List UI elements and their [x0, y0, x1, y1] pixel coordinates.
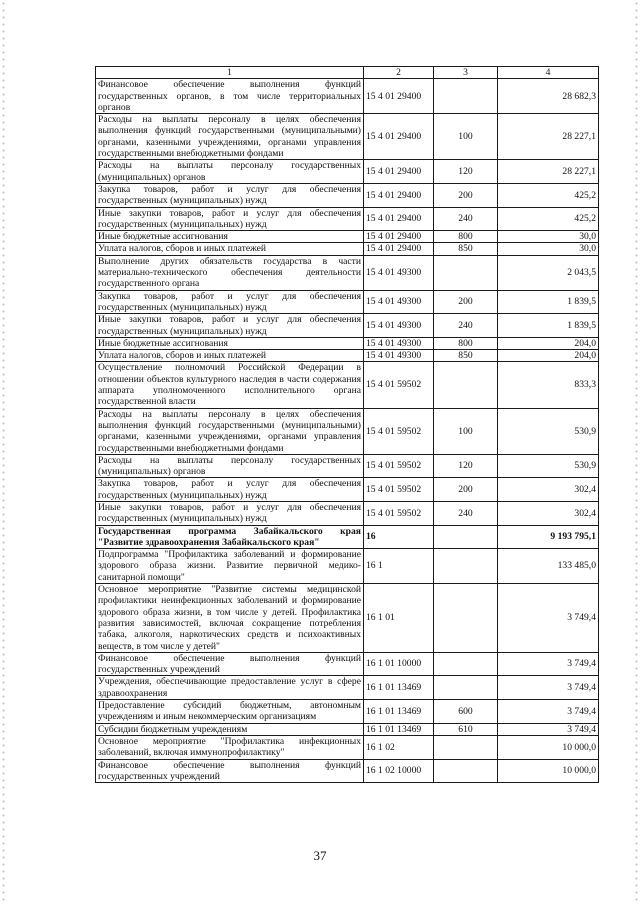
header-col-2: 2: [364, 67, 434, 79]
amount-cell: 833,3: [498, 362, 599, 408]
table-row: [96, 290, 599, 314]
item-name-cell: Расходы на выплаты персоналу в целях обеспечения выполнения функций государственными (муниципальными) органами, казенными учреждениями, органами управления государственными внебюджетными фондами: [96, 408, 364, 454]
expense-type-cell: [434, 759, 498, 783]
table-row: [96, 337, 599, 349]
expense-type-cell: [434, 525, 498, 549]
item-name-cell: Закупка товаров, работ и услуг для обеспечения государственных (муниципальных) нужд: [96, 290, 364, 314]
target-code-cell: 16 1 01 13469: [364, 700, 434, 724]
table-row: [96, 723, 599, 735]
item-name-cell: Финансовое обеспечение выполнения функций государственных учреждений: [96, 759, 364, 783]
header-row: [96, 67, 599, 79]
item-name-cell: Расходы на выплаты персоналу государственных (муниципальных) органов: [96, 454, 364, 478]
amount-cell: 3 749,4: [498, 723, 599, 735]
amount-cell: 1 839,5: [498, 314, 599, 338]
amount-cell: 530,9: [498, 454, 599, 478]
target-code-cell: 16 1 02: [364, 735, 434, 759]
amount-cell: 302,4: [498, 501, 599, 525]
amount-cell: 28 682,3: [498, 79, 599, 114]
expense-type-cell: [434, 584, 498, 653]
item-name-cell: Уплата налогов, сборов и иных платежей: [96, 243, 364, 255]
item-name-cell: Государственная программа Забайкальского края "Развитие здравоохранения Забайкальского края": [96, 525, 364, 549]
item-name-cell: Расходы на выплаты персоналу государственных (муниципальных) органов: [96, 160, 364, 184]
amount-cell: 2 043,5: [498, 255, 599, 290]
target-code-cell: 15 4 01 29400: [364, 207, 434, 231]
amount-cell: 530,9: [498, 408, 599, 454]
item-name-cell: Финансовое обеспечение выполнения функций государственных органов, в том числе территориальных органов: [96, 79, 364, 114]
amount-cell: 9 193 795,1: [498, 525, 599, 549]
expense-type-cell: 600: [434, 700, 498, 724]
table-row: [96, 676, 599, 700]
item-name-cell: Закупка товаров, работ и услуг для обеспечения государственных (муниципальных) нужд: [96, 183, 364, 207]
item-name-cell: Закупка товаров, работ и услуг для обеспечения государственных (муниципальных) нужд: [96, 478, 364, 502]
item-name-cell: Иные закупки товаров, работ и услуг для обеспечения государственных (муниципальных) нужд: [96, 501, 364, 525]
target-code-cell: 15 4 01 29400: [364, 243, 434, 255]
table-row: [96, 549, 599, 584]
amount-cell: 30,0: [498, 243, 599, 255]
amount-cell: 30,0: [498, 231, 599, 243]
target-code-cell: 15 4 01 49300: [364, 255, 434, 290]
table-row: [96, 350, 599, 362]
target-code-cell: 16 1: [364, 549, 434, 584]
expense-type-cell: 850: [434, 243, 498, 255]
expense-type-cell: 200: [434, 183, 498, 207]
expense-type-cell: 120: [434, 454, 498, 478]
target-code-cell: 15 4 01 29400: [364, 183, 434, 207]
expense-type-cell: 200: [434, 478, 498, 502]
amount-cell: 3 749,4: [498, 700, 599, 724]
item-name-cell: Иные бюджетные ассигнования: [96, 337, 364, 349]
expense-type-cell: 800: [434, 337, 498, 349]
target-code-cell: 15 4 01 59502: [364, 478, 434, 502]
target-code-cell: 15 4 01 59502: [364, 362, 434, 408]
table-row: [96, 183, 599, 207]
amount-cell: 204,0: [498, 350, 599, 362]
scan-edge-left: [2, 0, 5, 905]
expense-type-cell: [434, 549, 498, 584]
table-row: [96, 243, 599, 255]
target-code-cell: 15 4 01 29400: [364, 160, 434, 184]
table-row: [96, 478, 599, 502]
expense-type-cell: 120: [434, 160, 498, 184]
target-code-cell: 15 4 01 29400: [364, 79, 434, 114]
amount-cell: 3 749,4: [498, 676, 599, 700]
table-row: [96, 79, 599, 114]
amount-cell: 133 485,0: [498, 549, 599, 584]
page-number: 37: [313, 848, 327, 863]
expense-type-cell: 610: [434, 723, 498, 735]
table-row: [96, 255, 599, 290]
expense-type-cell: 240: [434, 314, 498, 338]
target-code-cell: 15 4 01 49300: [364, 290, 434, 314]
expense-type-cell: [434, 255, 498, 290]
item-name-cell: Основное мероприятие "Развитие системы медицинской профилактики неинфекционных заболеваний и формирование здорового образа жизни, в том числе у детей. Профилактика развития зависимостей, включая сокращение потребления табака, алкоголя, наркотических средств и психоактивных веществ, в том числе у детей": [96, 584, 364, 653]
amount-cell: 425,2: [498, 183, 599, 207]
header-col-4: 4: [498, 67, 599, 79]
item-name-cell: Иные закупки товаров, работ и услуг для обеспечения государственных (муниципальных) нужд: [96, 207, 364, 231]
expense-type-cell: [434, 652, 498, 676]
expense-type-cell: 100: [434, 114, 498, 160]
target-code-cell: 16 1 01 10000: [364, 652, 434, 676]
item-name-cell: Иные закупки товаров, работ и услуг для обеспечения государственных (муниципальных) нужд: [96, 314, 364, 338]
expense-type-cell: [434, 735, 498, 759]
table-row: [96, 114, 599, 160]
target-code-cell: 16 1 01 13469: [364, 676, 434, 700]
amount-cell: 1 839,5: [498, 290, 599, 314]
table-row: [96, 700, 599, 724]
item-name-cell: Выполнение других обязательств государства в части материально-технического обеспечения деятельности государственного органа: [96, 255, 364, 290]
table-row: [96, 525, 599, 549]
amount-cell: 3 749,4: [498, 652, 599, 676]
item-name-cell: Подпрограмма "Профилактика заболеваний и формирование здорового образа жизни. Развитие первичной медико-санитарной помощи": [96, 549, 364, 584]
expense-type-cell: 240: [434, 501, 498, 525]
table-row: [96, 160, 599, 184]
table-row: [96, 735, 599, 759]
table-row: [96, 501, 599, 525]
target-code-cell: 15 4 01 29400: [364, 114, 434, 160]
target-code-cell: 15 4 01 49300: [364, 337, 434, 349]
scan-edge-right: [635, 0, 638, 905]
target-code-cell: 15 4 01 49300: [364, 350, 434, 362]
table-row: [96, 408, 599, 454]
header-col-3: 3: [434, 67, 498, 79]
item-name-cell: Финансовое обеспечение выполнения функций государственных учреждений: [96, 652, 364, 676]
target-code-cell: 16 1 01 13469: [364, 723, 434, 735]
amount-cell: 28 227,1: [498, 160, 599, 184]
amount-cell: 302,4: [498, 478, 599, 502]
item-name-cell: Уплата налогов, сборов и иных платежей: [96, 350, 364, 362]
amount-cell: 10 000,0: [498, 759, 599, 783]
table-row: [96, 652, 599, 676]
expense-type-cell: [434, 676, 498, 700]
header-col-1: 1: [96, 67, 364, 79]
expense-type-cell: [434, 79, 498, 114]
table-row: [96, 231, 599, 243]
table-row: [96, 454, 599, 478]
item-name-cell: Иные бюджетные ассигнования: [96, 231, 364, 243]
table-row: [96, 584, 599, 653]
expense-type-cell: 240: [434, 207, 498, 231]
amount-cell: 425,2: [498, 207, 599, 231]
expense-type-cell: 850: [434, 350, 498, 362]
expense-type-cell: 100: [434, 408, 498, 454]
target-code-cell: 15 4 01 59502: [364, 501, 434, 525]
amount-cell: 10 000,0: [498, 735, 599, 759]
item-name-cell: Расходы на выплаты персоналу в целях обеспечения выполнения функций государственными (муниципальными) органами, казенными учреждениями, органами управления государственными внебюджетными фондами: [96, 114, 364, 160]
amount-cell: 28 227,1: [498, 114, 599, 160]
table-row: [96, 362, 599, 408]
target-code-cell: 15 4 01 29400: [364, 231, 434, 243]
target-code-cell: 15 4 01 59502: [364, 408, 434, 454]
expense-type-cell: 200: [434, 290, 498, 314]
amount-cell: 3 749,4: [498, 584, 599, 653]
table-row: [96, 759, 599, 783]
expense-type-cell: 800: [434, 231, 498, 243]
table-row: [96, 314, 599, 338]
amount-cell: 204,0: [498, 337, 599, 349]
item-name-cell: Осуществление полномочий Российской Федерации в отношении объектов культурного наследия в части содержания аппарата уполномоченного исполнительного органа государственной власти: [96, 362, 364, 408]
target-code-cell: 15 4 01 59502: [364, 454, 434, 478]
target-code-cell: 16 1 02 10000: [364, 759, 434, 783]
expense-type-cell: [434, 362, 498, 408]
item-name-cell: Основное мероприятие "Профилактика инфекционных заболеваний, включая иммунопрофилактику": [96, 735, 364, 759]
item-name-cell: Предоставление субсидий бюджетным, автономным учреждениям и иным некоммерческим организациям: [96, 700, 364, 724]
item-name-cell: Субсидии бюджетным учреждениям: [96, 723, 364, 735]
target-code-cell: 16 1 01: [364, 584, 434, 653]
table-row: [96, 207, 599, 231]
target-code-cell: 15 4 01 49300: [364, 314, 434, 338]
target-code-cell: 16: [364, 525, 434, 549]
item-name-cell: Учреждения, обеспечивающие предоставление услуг в сфере здравоохранения: [96, 676, 364, 700]
budget-table: [95, 66, 599, 783]
